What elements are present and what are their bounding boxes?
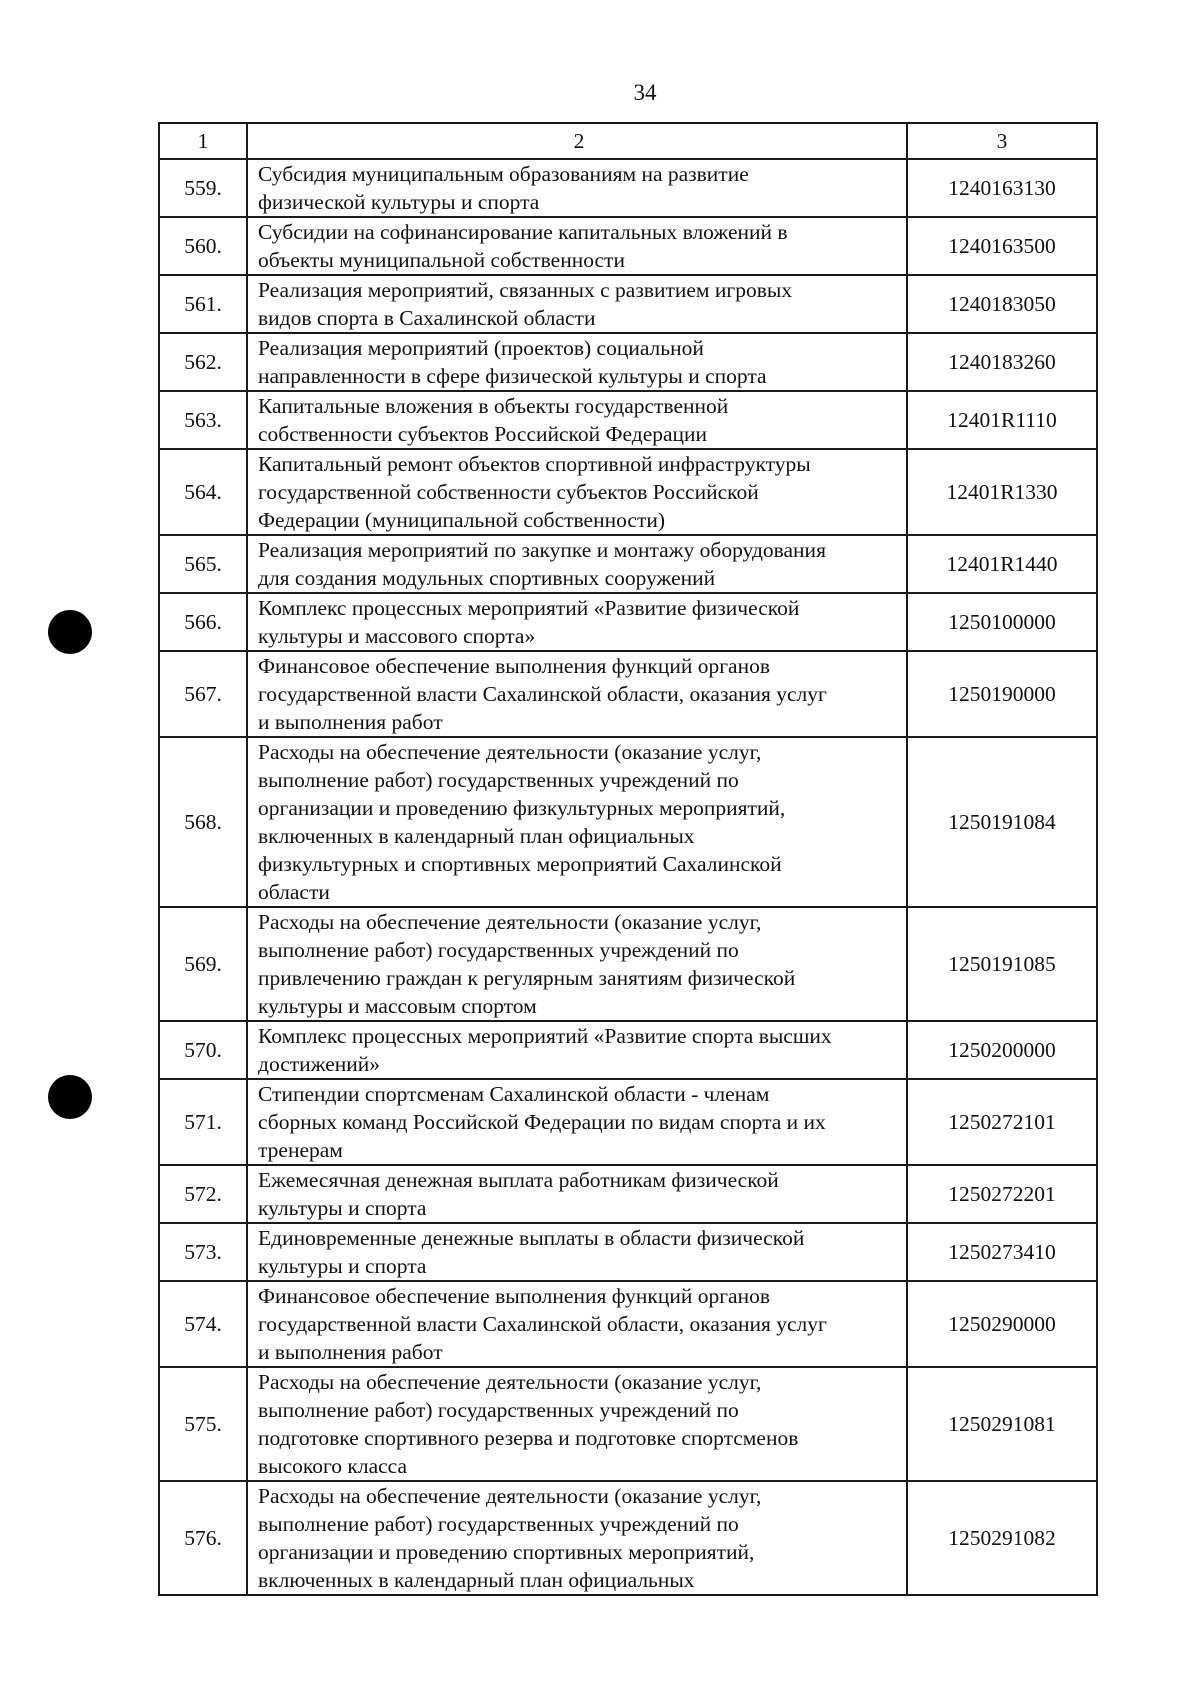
row-number: 566. [159,593,247,651]
description-line: Комплекс процессных мероприятий «Развитие физической [258,596,800,620]
row-number: 569. [159,907,247,1021]
row-number: 572. [159,1165,247,1223]
description-line: организации и проведению спортивных мероприятий, [258,1540,755,1564]
row-description [247,391,907,449]
table-row [159,907,1097,1021]
table-row [159,1281,1097,1367]
description-line: Реализация мероприятий (проектов) социальной [258,336,704,360]
row-code: 1250273410 [907,1223,1097,1281]
row-description [247,1079,907,1165]
row-description [247,1165,907,1223]
description-line: Субсидии на софинансирование капитальных вложений в [258,220,788,244]
row-code: 1240183260 [907,333,1097,391]
description-line: культуры и спорта [258,1254,427,1278]
punch-hole-mark [48,610,92,654]
description-line: физической культуры и спорта [258,190,540,214]
row-description [247,159,907,217]
row-number: 567. [159,651,247,737]
table-row [159,1481,1097,1595]
description-line: тренерам [258,1138,343,1162]
punch-hole-mark [48,1075,92,1119]
row-code: 1250272201 [907,1165,1097,1223]
row-number: 574. [159,1281,247,1367]
description-line: выполнение работ) государственных учреждений по [258,768,739,792]
table-row [159,159,1097,217]
table-row [159,1223,1097,1281]
row-code: 1250290000 [907,1281,1097,1367]
row-description [247,1281,907,1367]
row-code: 1240163500 [907,217,1097,275]
description-line: культуры и массовым спортом [258,994,537,1018]
description-line: и выполнения работ [258,1340,443,1364]
description-line: выполнение работ) государственных учреждений по [258,938,739,962]
description-line: Расходы на обеспечение деятельности (оказание услуг, [258,1370,762,1394]
row-code: 12401R1330 [907,449,1097,535]
description-line: сборных команд Российской Федерации по видам спорта и их [258,1110,826,1134]
row-code: 1250291081 [907,1367,1097,1481]
description-line: включенных в календарный план официальных [258,824,695,848]
description-line: Финансовое обеспечение выполнения функций органов [258,1284,770,1308]
description-line: направленности в сфере физической культуры и спорта [258,364,767,388]
table-row [159,275,1097,333]
header-cell-3: 3 [907,123,1097,159]
row-number: 570. [159,1021,247,1079]
row-description [247,593,907,651]
table-row [159,737,1097,907]
description-line: объекты муниципальной собственности [258,248,625,272]
row-description [247,535,907,593]
row-number: 559. [159,159,247,217]
description-line: Ежемесячная денежная выплата работникам физической [258,1168,779,1192]
row-description [247,275,907,333]
description-line: высокого класса [258,1454,408,1478]
table-body [159,123,1097,1595]
description-line: Стипендии спортсменам Сахалинской области - членам [258,1082,770,1106]
row-number: 576. [159,1481,247,1595]
description-line: выполнение работ) государственных учреждений по [258,1398,739,1422]
row-description [247,1223,907,1281]
description-line: включенных в календарный план официальных [258,1568,695,1592]
row-number: 562. [159,333,247,391]
row-number: 564. [159,449,247,535]
table-row [159,1165,1097,1223]
description-line: и выполнения работ [258,710,443,734]
row-number: 568. [159,737,247,907]
table-row [159,333,1097,391]
row-code: 1250191084 [907,737,1097,907]
row-number: 573. [159,1223,247,1281]
row-description [247,651,907,737]
row-description [247,1367,907,1481]
table-row [159,651,1097,737]
row-number: 575. [159,1367,247,1481]
description-line: Комплекс процессных мероприятий «Развитие спорта высших [258,1024,832,1048]
description-line: достижений» [258,1052,381,1076]
row-number: 563. [159,391,247,449]
row-description [247,1481,907,1595]
description-line: собственности субъектов Российской Федерации [258,422,708,446]
description-line: физкультурных и спортивных мероприятий Сахалинской [258,852,782,876]
description-line: культуры и спорта [258,1196,427,1220]
table-row [159,217,1097,275]
table-row [159,391,1097,449]
description-line: Единовременные денежные выплаты в области физической [258,1226,805,1250]
description-line: организации и проведению физкультурных мероприятий, [258,796,786,820]
description-line: Расходы на обеспечение деятельности (оказание услуг, [258,1484,762,1508]
description-line: государственной власти Сахалинской области, оказания услуг [258,1312,827,1336]
row-description [247,1021,907,1079]
description-line: Федерации (муниципальной собственности) [258,508,665,532]
description-line: для создания модульных спортивных сооружений [258,566,716,590]
description-line: Расходы на обеспечение деятельности (оказание услуг, [258,740,762,764]
row-description [247,907,907,1021]
description-line: государственной власти Сахалинской области, оказания услуг [258,682,827,706]
page-number: 34 [633,80,657,105]
description-line: Расходы на обеспечение деятельности (оказание услуг, [258,910,762,934]
row-code: 1240163130 [907,159,1097,217]
description-line: видов спорта в Сахалинской области [258,306,596,330]
description-line: выполнение работ) государственных учреждений по [258,1512,739,1536]
description-line: привлечению граждан к регулярным занятиям физической [258,966,796,990]
description-line: Финансовое обеспечение выполнения функций органов [258,654,770,678]
description-line: Капитальные вложения в объекты государственной [258,394,729,418]
budget-classification-table [158,122,1098,1596]
description-line: подготовке спортивного резерва и подготовке спортсменов [258,1426,799,1450]
row-description [247,737,907,907]
row-number: 560. [159,217,247,275]
table-header-row [159,123,1097,159]
description-line: Капитальный ремонт объектов спортивной инфраструктуры [258,452,811,476]
row-code: 1250200000 [907,1021,1097,1079]
row-number: 571. [159,1079,247,1165]
description-line: культуры и массового спорта» [258,624,536,648]
description-line: области [258,880,330,904]
table-row [159,593,1097,651]
row-code: 12401R1440 [907,535,1097,593]
row-code: 1250190000 [907,651,1097,737]
row-code: 1250100000 [907,593,1097,651]
row-code: 1240183050 [907,275,1097,333]
description-line: Реализация мероприятий, связанных с развитием игровых [258,278,793,302]
row-code: 1250272101 [907,1079,1097,1165]
header-cell-2: 2 [247,123,907,159]
row-number: 561. [159,275,247,333]
table-row [159,1021,1097,1079]
table-row [159,535,1097,593]
description-line: Реализация мероприятий по закупке и монтажу оборудования [258,538,826,562]
row-code: 12401R1110 [907,391,1097,449]
row-code: 1250191085 [907,907,1097,1021]
description-line: государственной собственности субъектов Российской [258,480,759,504]
row-code: 1250291082 [907,1481,1097,1595]
header-cell-1: 1 [159,123,247,159]
table-row [159,1079,1097,1165]
description-line: Субсидия муниципальным образованиям на развитие [258,162,749,186]
row-description [247,449,907,535]
table-row [159,1367,1097,1481]
row-number: 565. [159,535,247,593]
row-description [247,333,907,391]
table-row [159,449,1097,535]
row-description [247,217,907,275]
